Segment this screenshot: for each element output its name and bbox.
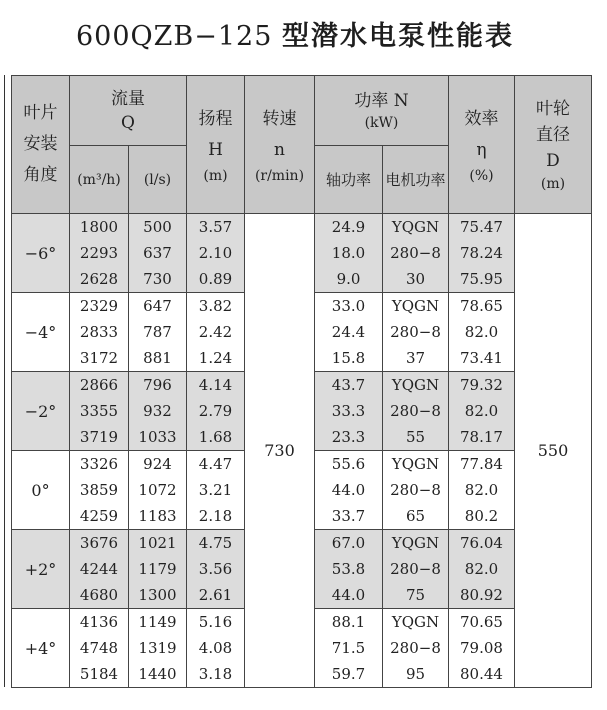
cell-shaft-power — [315, 293, 383, 372]
cell-efficiency-value: 79.08 — [460, 639, 503, 657]
header-motor-power: 电机功率 — [383, 146, 449, 214]
cell-angle: +4° — [12, 609, 70, 688]
cell-motor-power-value: 280−8 — [390, 402, 441, 420]
cell-shaft-power-value: 55.6 — [331, 455, 366, 473]
cell-flow-m3h-value: 4748 — [79, 639, 119, 657]
cell-flow-ls-value: 1440 — [138, 665, 177, 683]
cell-motor-power-value: 30 — [405, 270, 426, 288]
cell-head — [187, 530, 245, 609]
cell-motor-power-value: 280−8 — [390, 560, 441, 578]
cell-flow-ls-value: 881 — [143, 349, 172, 367]
header-flow-ls: (l/s) — [129, 146, 187, 214]
cell-shaft-power-value: 88.1 — [331, 613, 366, 631]
cell-motor-power-value: YQGN — [391, 613, 440, 631]
cell-flow-m3h — [70, 609, 129, 688]
cell-motor-power-value: 75 — [405, 586, 426, 604]
header-impeller-line: 叶轮 — [536, 98, 570, 119]
header-power — [315, 76, 449, 146]
table-body — [12, 214, 592, 688]
cell-efficiency-value: 82.0 — [464, 402, 499, 420]
cell-shaft-power-value: 33.3 — [331, 402, 366, 420]
cell-efficiency — [449, 293, 515, 372]
cell-efficiency-value: 79.32 — [460, 376, 503, 394]
header-impeller-line: (m) — [540, 175, 566, 192]
header-impeller-line: 直径 — [536, 124, 570, 145]
cell-flow-m3h-value: 4244 — [79, 560, 119, 578]
cell-efficiency-value: 80.92 — [460, 586, 503, 604]
cell-flow-ls-value: 787 — [143, 323, 172, 341]
cell-efficiency-value: 78.65 — [460, 297, 503, 315]
header-efficiency-symbol: η — [476, 139, 487, 160]
cell-efficiency-value: 70.65 — [460, 613, 503, 631]
cell-shaft-power-value: 24.9 — [331, 218, 366, 236]
cell-efficiency — [449, 451, 515, 530]
cell-flow-m3h — [70, 214, 129, 293]
header-head — [187, 76, 245, 214]
cell-motor-power — [383, 372, 449, 451]
cell-head-value: 4.14 — [198, 376, 233, 394]
cell-efficiency-value: 78.24 — [460, 244, 503, 262]
cell-flow-m3h-value: 4136 — [79, 613, 119, 631]
cell-flow-ls-value: 1183 — [138, 507, 177, 525]
cell-motor-power-value: 280−8 — [390, 481, 441, 499]
cell-motor-power — [383, 293, 449, 372]
cell-shaft-power — [315, 609, 383, 688]
cell-efficiency-value: 82.0 — [464, 560, 499, 578]
header-angle-line: 叶片 — [23, 103, 58, 123]
cell-efficiency-value: 78.17 — [460, 428, 503, 446]
cell-head-value: 1.68 — [198, 428, 233, 446]
cell-flow-m3h-value: 3719 — [79, 428, 119, 446]
cell-flow-ls-value: 1300 — [138, 586, 177, 604]
cell-shaft-power-value: 33.7 — [331, 507, 366, 525]
header-angle-line: 角度 — [23, 165, 58, 185]
cell-motor-power-value: 280−8 — [390, 244, 441, 262]
cell-flow-ls-value: 637 — [143, 244, 172, 262]
cell-flow-ls — [129, 372, 187, 451]
cell-angle: −4° — [12, 293, 70, 372]
cell-head — [187, 609, 245, 688]
left-divider — [4, 75, 5, 687]
cell-shaft-power — [315, 530, 383, 609]
cell-shaft-power — [315, 214, 383, 293]
header-flow — [70, 76, 187, 146]
cell-head-value: 3.18 — [198, 665, 233, 683]
cell-flow-m3h — [70, 293, 129, 372]
cell-head-value: 0.89 — [198, 270, 233, 288]
cell-head-value: 1.24 — [198, 349, 233, 367]
header-efficiency-unit: (%) — [469, 167, 494, 184]
cell-motor-power-value: YQGN — [391, 534, 440, 552]
performance-table — [11, 75, 592, 688]
cell-angle: 0° — [12, 451, 70, 530]
cell-flow-ls-value: 924 — [143, 455, 172, 473]
cell-flow-ls-value: 1072 — [138, 481, 177, 499]
table-row — [12, 214, 592, 293]
header-blade-angle — [12, 76, 70, 214]
cell-flow-ls — [129, 609, 187, 688]
cell-shaft-power-value: 67.0 — [331, 534, 366, 552]
cell-shaft-power-value: 9.0 — [336, 270, 361, 288]
cell-head-value: 4.08 — [198, 639, 233, 657]
title-model: 600QZB−125 — [75, 21, 282, 52]
cell-flow-ls-value: 730 — [143, 270, 172, 288]
cell-efficiency — [449, 214, 515, 293]
page-title — [0, 14, 590, 53]
cell-angle: −6° — [12, 214, 70, 293]
cell-flow-m3h-value: 4680 — [79, 586, 119, 604]
cell-shaft-power-value: 53.8 — [331, 560, 366, 578]
cell-head-value: 3.56 — [198, 560, 233, 578]
header-flow-name: 流量 — [111, 88, 145, 109]
cell-efficiency-value: 80.2 — [464, 507, 499, 525]
cell-flow-m3h-value: 2866 — [79, 376, 119, 394]
cell-shaft-power-value: 33.0 — [331, 297, 366, 315]
cell-motor-power-value: YQGN — [391, 297, 440, 315]
cell-head-value: 3.21 — [198, 481, 233, 499]
cell-head-value: 2.79 — [198, 402, 233, 420]
header-speed-symbol: n — [274, 139, 285, 160]
cell-flow-m3h — [70, 530, 129, 609]
cell-flow-m3h — [70, 451, 129, 530]
cell-head-value: 3.82 — [198, 297, 233, 315]
cell-flow-m3h-value: 5184 — [79, 665, 119, 683]
cell-flow-m3h-value: 3859 — [79, 481, 119, 499]
cell-shaft-power-value: 44.0 — [331, 481, 366, 499]
header-efficiency-name: 效率 — [464, 108, 499, 129]
cell-head — [187, 214, 245, 293]
cell-flow-m3h-value: 3355 — [79, 402, 119, 420]
header-speed-unit: (r/min) — [254, 167, 305, 184]
cell-head — [187, 372, 245, 451]
cell-head-value: 2.18 — [198, 507, 233, 525]
cell-flow-ls-value: 1179 — [138, 560, 177, 578]
cell-motor-power — [383, 530, 449, 609]
header-speed-name: 转速 — [262, 108, 297, 129]
cell-head — [187, 451, 245, 530]
cell-efficiency-value: 75.95 — [460, 270, 503, 288]
cell-flow-ls — [129, 214, 187, 293]
cell-efficiency — [449, 530, 515, 609]
cell-flow-m3h — [70, 372, 129, 451]
cell-efficiency-value: 77.84 — [460, 455, 503, 473]
header-impeller-line: D — [546, 150, 560, 171]
cell-efficiency-value: 75.47 — [460, 218, 503, 236]
cell-motor-power-value: 65 — [405, 507, 426, 525]
cell-angle: +2° — [12, 530, 70, 609]
header-angle-line: 安装 — [23, 134, 58, 154]
cell-flow-ls-value: 1033 — [138, 428, 177, 446]
header-head-name: 扬程 — [198, 108, 233, 129]
cell-efficiency — [449, 609, 515, 688]
header-power-unit: (kW) — [364, 114, 399, 131]
cell-flow-ls-value: 932 — [143, 402, 172, 420]
cell-head — [187, 293, 245, 372]
cell-efficiency-value: 76.04 — [460, 534, 503, 552]
cell-motor-power-value: 95 — [405, 665, 426, 683]
cell-motor-power-value: 37 — [405, 349, 426, 367]
cell-motor-power — [383, 451, 449, 530]
cell-flow-m3h-value: 2329 — [79, 297, 119, 315]
cell-motor-power-value: 280−8 — [390, 639, 441, 657]
header-impeller — [515, 76, 592, 214]
cell-head-value: 2.42 — [198, 323, 233, 341]
cell-angle: −2° — [12, 372, 70, 451]
header-head-unit: (m) — [203, 167, 228, 184]
cell-flow-ls-value: 796 — [143, 376, 172, 394]
header-flow-symbol: Q — [121, 112, 135, 133]
header-flow-m3h: (m³/h) — [70, 146, 129, 214]
cell-shaft-power-value: 24.4 — [331, 323, 366, 341]
cell-flow-m3h-value: 3326 — [79, 455, 119, 473]
cell-shaft-power-value: 44.0 — [331, 586, 366, 604]
cell-motor-power — [383, 214, 449, 293]
cell-efficiency-value: 73.41 — [460, 349, 503, 367]
cell-efficiency — [449, 372, 515, 451]
cell-shaft-power-value: 43.7 — [331, 376, 366, 394]
cell-shaft-power-value: 18.0 — [331, 244, 366, 262]
cell-shaft-power — [315, 451, 383, 530]
header-power-name: 功率 N — [354, 90, 409, 111]
cell-flow-m3h-value: 3172 — [79, 349, 119, 367]
cell-flow-ls-value: 1021 — [138, 534, 177, 552]
header-head-symbol: H — [208, 139, 223, 160]
cell-flow-ls — [129, 451, 187, 530]
cell-flow-m3h-value: 1800 — [79, 218, 119, 236]
cell-head-value: 3.57 — [198, 218, 233, 236]
cell-motor-power-value: YQGN — [391, 218, 440, 236]
cell-speed: 730 — [245, 214, 315, 688]
header-shaft-power: 轴功率 — [315, 146, 383, 214]
title-name: 型潜水电泵性能表 — [282, 21, 514, 52]
header-speed — [245, 76, 315, 214]
cell-flow-m3h-value: 2293 — [79, 244, 119, 262]
cell-shaft-power — [315, 372, 383, 451]
cell-shaft-power-value: 23.3 — [331, 428, 366, 446]
cell-impeller: 550 — [515, 214, 592, 688]
cell-motor-power-value: YQGN — [391, 376, 440, 394]
cell-flow-m3h-value: 4259 — [79, 507, 119, 525]
cell-efficiency-value: 82.0 — [464, 323, 499, 341]
cell-flow-ls — [129, 530, 187, 609]
cell-motor-power — [383, 609, 449, 688]
cell-shaft-power-value: 15.8 — [331, 349, 366, 367]
cell-head-value: 2.10 — [198, 244, 233, 262]
cell-efficiency-value: 80.44 — [460, 665, 503, 683]
cell-motor-power-value: 55 — [405, 428, 426, 446]
cell-flow-ls-value: 500 — [143, 218, 172, 236]
cell-flow-ls — [129, 293, 187, 372]
header-efficiency — [449, 76, 515, 214]
cell-shaft-power-value: 71.5 — [331, 639, 366, 657]
cell-flow-ls-value: 1149 — [138, 613, 177, 631]
cell-head-value: 2.61 — [198, 586, 233, 604]
cell-flow-m3h-value: 2628 — [79, 270, 119, 288]
cell-efficiency-value: 82.0 — [464, 481, 499, 499]
cell-motor-power-value: YQGN — [391, 455, 440, 473]
cell-flow-m3h-value: 2833 — [79, 323, 119, 341]
cell-head-value: 5.16 — [198, 613, 233, 631]
cell-shaft-power-value: 59.7 — [331, 665, 366, 683]
cell-motor-power-value: 280−8 — [390, 323, 441, 341]
cell-head-value: 4.47 — [198, 455, 233, 473]
cell-head-value: 4.75 — [198, 534, 233, 552]
cell-flow-m3h-value: 3676 — [79, 534, 119, 552]
cell-flow-ls-value: 1319 — [138, 639, 177, 657]
cell-flow-ls-value: 647 — [143, 297, 172, 315]
